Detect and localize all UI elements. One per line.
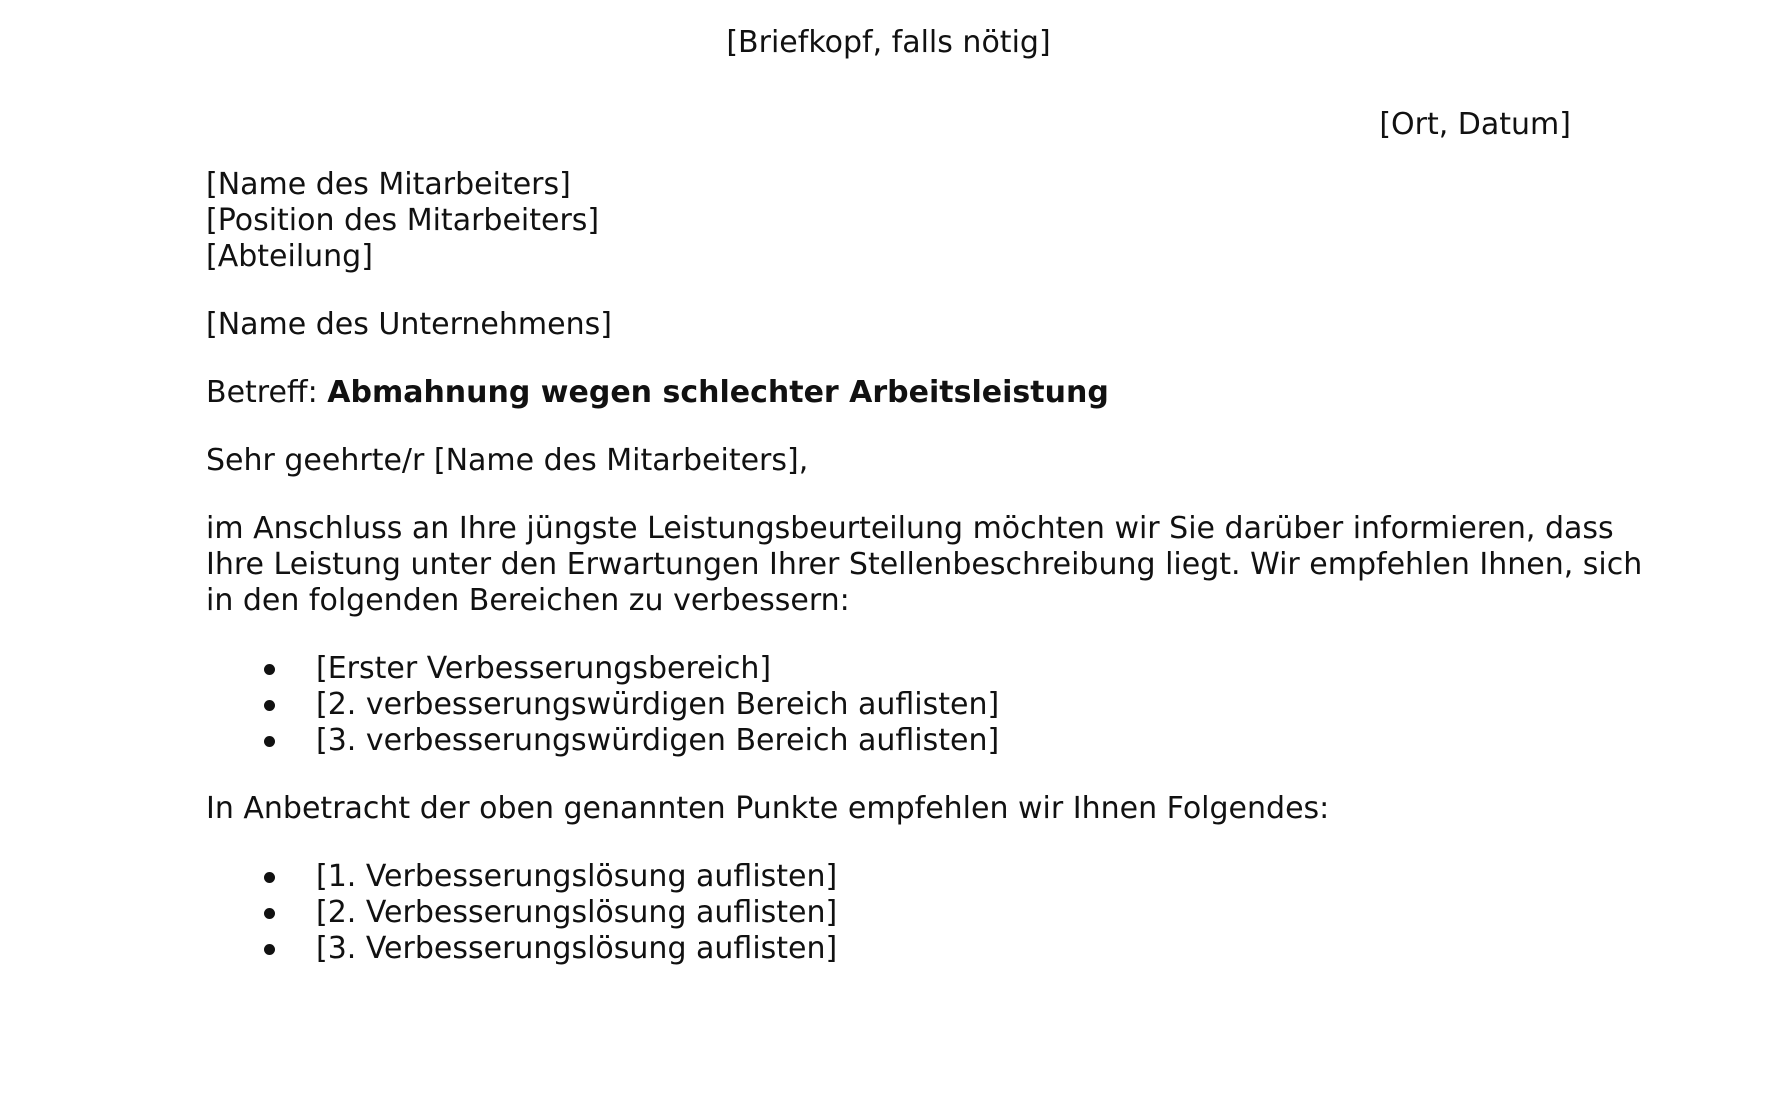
company-name: [Name des Unternehmens] [206, 307, 612, 342]
list-item-text: [2. verbesserungswürdigen Bereich auflisten] [316, 687, 1000, 722]
bullet-icon [264, 664, 275, 675]
list-item-text: [1. Verbesserungslösung auflisten] [316, 859, 838, 894]
recipient-position: [Position des Mitarbeiters] [206, 203, 600, 238]
place-date: [Ort, Datum] [1379, 107, 1571, 142]
list-item [206, 648, 999, 684]
subject-line [206, 372, 1109, 413]
list-item [206, 720, 999, 756]
bullet-icon [264, 736, 275, 747]
list-item-text: [Erster Verbesserungsbereich] [316, 651, 772, 686]
subject-text: Abmahnung wegen schlechter Arbeitsleistung [327, 375, 1109, 410]
intro-paragraph-line-2: Ihre Leistung unter den Erwartungen Ihrer Stellenbeschreibung liegt. Wir empfehlen Ihnen, sich [206, 547, 1643, 582]
recipient-name: [Name des Mitarbeiters] [206, 167, 571, 202]
salutation: Sehr geehrte/r [Name des Mitarbeiters], [206, 443, 809, 478]
bullet-icon [264, 700, 275, 711]
bullet-icon [264, 944, 275, 955]
letterhead: [Briefkopf, falls nötig] [726, 25, 1051, 60]
list-item [206, 928, 837, 964]
recipient-department: [Abteilung] [206, 239, 373, 274]
intro-paragraph-line-3: in den folgenden Bereichen zu verbessern: [206, 583, 850, 618]
list-item-text: [3. verbesserungswürdigen Bereich auflisten] [316, 723, 1000, 758]
subject-label: Betreff: [206, 375, 328, 410]
intro-paragraph-line-1: im Anschluss an Ihre jüngste Leistungsbeurteilung möchten wir Sie darüber informieren, dass [206, 511, 1614, 546]
list-item [206, 856, 837, 892]
improvement-areas-list [206, 648, 999, 756]
bullet-icon [264, 908, 275, 919]
recommendation-intro: In Anbetracht der oben genannten Punkte empfehlen wir Ihnen Folgendes: [206, 791, 1330, 826]
bullet-icon [264, 872, 275, 883]
list-item-text: [3. Verbesserungslösung auflisten] [316, 931, 838, 966]
list-item [206, 684, 999, 720]
list-item [206, 892, 837, 928]
solutions-list [206, 856, 837, 964]
list-item-text: [2. Verbesserungslösung auflisten] [316, 895, 838, 930]
